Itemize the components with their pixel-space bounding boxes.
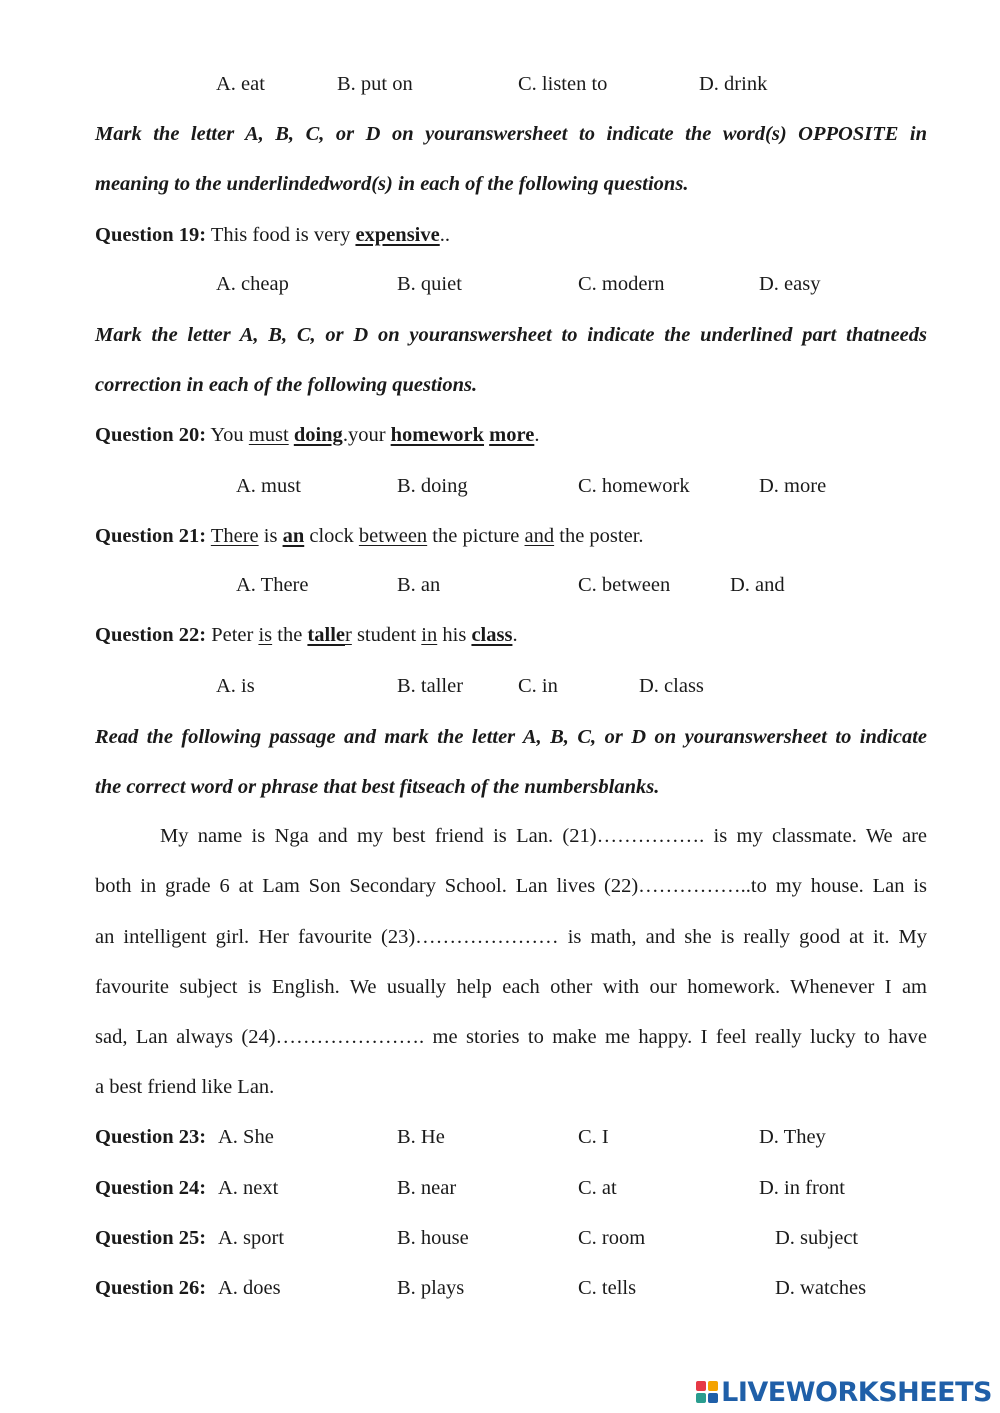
- q22-option-a: A. is: [216, 675, 255, 697]
- q21-underlined-a: There: [210, 525, 259, 547]
- q18-option-c: C. listen to: [518, 73, 608, 95]
- section-opposite-line1: Mark the letter A, B, C, or D on youranswersheet to indicate the word(s) OPPOSITE in: [95, 123, 927, 145]
- q22-label: Question 22:: [95, 624, 207, 646]
- q21-underlined-d: and: [524, 525, 555, 547]
- q20-underlined-d: more: [489, 424, 535, 446]
- q22-text: Peter: [206, 624, 259, 646]
- q20-underlined-a: must: [248, 424, 289, 446]
- q23-option-a: A. She: [218, 1126, 274, 1148]
- q22-underlined-a: is: [258, 624, 273, 646]
- q24-option-c: C. at: [578, 1177, 617, 1199]
- q26-option-a: A. does: [218, 1277, 281, 1299]
- passage-line-4: favourite subject is English. We usually help each other with our homework. Whenever I am: [95, 976, 927, 998]
- q22-option-b: B. taller: [397, 675, 464, 697]
- q20-text: .: [534, 424, 540, 446]
- logo-square-yellow: [708, 1381, 718, 1391]
- q24-option-a: A. next: [218, 1177, 279, 1199]
- q26-option-d: D. watches: [775, 1277, 867, 1299]
- q20-text: You: [206, 424, 249, 446]
- q21-option-d: D. and: [730, 574, 785, 596]
- q19-stem: [95, 223, 450, 247]
- q19-underlined-word: expensive: [355, 224, 440, 246]
- section-correction-line1: Mark the letter A, B, C, or D on youranswersheet to indicate the underlined part thatneeds: [95, 324, 927, 346]
- q19-text-end: ..: [439, 224, 450, 246]
- q21-underlined-c: between: [358, 525, 428, 547]
- q20-label: Question 20:: [95, 424, 207, 446]
- q24-option-b: B. near: [397, 1177, 457, 1199]
- q21-text: the poster.: [554, 525, 644, 547]
- q21-option-a: A. There: [236, 574, 309, 596]
- q18-option-b: B. put on: [337, 73, 413, 95]
- q24-label: Question 24:: [95, 1177, 207, 1199]
- q20-option-c: C. homework: [578, 475, 690, 497]
- q18-option-d: D. drink: [699, 73, 768, 95]
- q22-underlined-c: in: [421, 624, 438, 646]
- q24-option-d: D. in front: [759, 1177, 845, 1199]
- q25-option-d: D. subject: [775, 1227, 859, 1249]
- logo-square-green: [696, 1393, 706, 1403]
- section-opposite-line2: meaning to the underlindedword(s) in each of the following questions.: [95, 173, 689, 195]
- q25-label: Question 25:: [95, 1227, 207, 1249]
- q22-stem: [95, 623, 518, 647]
- q19-option-a: A. cheap: [216, 273, 289, 295]
- logo-grid-icon: [696, 1381, 718, 1403]
- section-correction-line2: correction in each of the following questions.: [95, 374, 478, 396]
- q26-option-b: B. plays: [397, 1277, 465, 1299]
- section-passage-line2: the correct word or phrase that best fitseach of the numbersblanks.: [95, 776, 660, 798]
- q22-text: .: [512, 624, 518, 646]
- passage-line-1: My name is Nga and my best friend is Lan. (21)……………. is my classmate. We are: [160, 825, 927, 847]
- logo-square-blue: [708, 1393, 718, 1403]
- q20-underlined-b: doing: [293, 424, 343, 446]
- q22-underlined-d: class: [471, 624, 513, 646]
- q19-text: This food is very: [206, 224, 356, 246]
- q19-label: Question 19:: [95, 224, 207, 246]
- q26-option-c: C. tells: [578, 1277, 637, 1299]
- q25-option-a: A. sport: [218, 1227, 285, 1249]
- q18-option-a: A. eat: [216, 73, 265, 95]
- q23-option-c: C. I: [578, 1126, 609, 1148]
- q21-option-c: C. between: [578, 574, 671, 596]
- q20-underlined-c: homework: [390, 424, 485, 446]
- q22-underlined-b-end: r: [345, 624, 352, 646]
- q26-label: Question 26:: [95, 1277, 207, 1299]
- q21-text: clock: [304, 525, 359, 547]
- q20-option-b: B. doing: [397, 475, 468, 497]
- passage-line-2: both in grade 6 at Lam Son Secondary School. Lan lives (22)……………..to my house. Lan is: [95, 875, 927, 897]
- q22-text: his: [437, 624, 472, 646]
- q25-option-c: C. room: [578, 1227, 646, 1249]
- passage-line-3: an intelligent girl. Her favourite (23)………………… is math, and she is really good at it. My: [95, 926, 927, 948]
- q21-option-b: B. an: [397, 574, 441, 596]
- passage-line-6: a best friend like Lan.: [95, 1076, 275, 1098]
- section-passage-line1: Read the following passage and mark the letter A, B, C, or D on youranswersheet to indicate: [95, 726, 927, 748]
- q22-underlined-b: talle: [307, 624, 345, 646]
- q21-text: the picture: [427, 525, 525, 547]
- q20-option-a: A. must: [236, 475, 301, 497]
- q22-option-c: C. in: [518, 675, 558, 697]
- q19-option-b: B. quiet: [397, 273, 462, 295]
- q21-stem: [95, 524, 644, 548]
- q20-option-d: D. more: [759, 475, 827, 497]
- q22-option-d: D. class: [639, 675, 704, 697]
- q21-label: Question 21:: [95, 525, 207, 547]
- q22-text: student: [351, 624, 422, 646]
- logo-brand-text: LIVEWORKSHEETS: [721, 1376, 992, 1408]
- passage-line-5: sad, Lan always (24)…………………. me stories to make me happy. I feel really lucky to have: [95, 1026, 927, 1048]
- q23-label: Question 23:: [95, 1126, 207, 1148]
- liveworksheets-logo: [696, 1377, 992, 1407]
- q19-option-d: D. easy: [759, 273, 821, 295]
- q19-option-c: C. modern: [578, 273, 665, 295]
- q25-option-b: B. house: [397, 1227, 469, 1249]
- q21-text: is: [258, 525, 283, 547]
- q23-option-d: D. They: [759, 1126, 826, 1148]
- q20-stem: [95, 423, 539, 447]
- q23-option-b: B. He: [397, 1126, 445, 1148]
- q22-text: the: [272, 624, 308, 646]
- q21-underlined-b: an: [282, 525, 305, 547]
- logo-square-red: [696, 1381, 706, 1391]
- q20-text: .your: [342, 424, 391, 446]
